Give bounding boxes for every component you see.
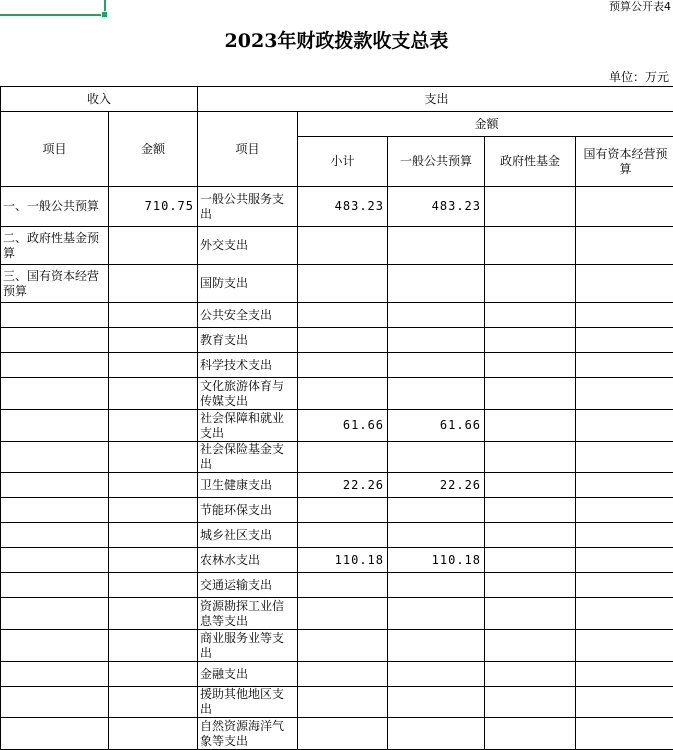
- gov-fund-header: 政府性基金: [485, 137, 576, 187]
- table-id-label: 预算公开表4: [609, 0, 671, 14]
- subtotal-cell[interactable]: [298, 442, 388, 473]
- income-amount-cell[interactable]: [109, 303, 198, 328]
- unit-label: 单位：万元: [609, 69, 669, 85]
- gov-fund-cell[interactable]: [485, 718, 576, 750]
- income-amount-cell[interactable]: [109, 473, 198, 498]
- expense-item-cell[interactable]: [198, 410, 298, 442]
- general-budget-cell[interactable]: [388, 630, 485, 662]
- general-budget-cell[interactable]: [388, 473, 485, 498]
- expense-item-cell[interactable]: [198, 687, 298, 718]
- expense-item-cell-text: 科学技术支出: [200, 358, 295, 373]
- expense-item-cell[interactable]: [198, 378, 298, 410]
- general-budget-cell[interactable]: [388, 718, 485, 750]
- income-item-cell[interactable]: [1, 598, 109, 630]
- expense-item-cell[interactable]: [198, 630, 298, 662]
- income-item-cell[interactable]: [1, 303, 109, 328]
- expense-item-cell-text: 一般公共服务支出: [200, 192, 295, 222]
- income-item-cell[interactable]: [1, 573, 109, 598]
- subtotal-cell[interactable]: [298, 687, 388, 718]
- fill-handle[interactable]: [101, 11, 108, 18]
- general-budget-header: 一般公共预算: [388, 137, 485, 187]
- expense-item-cell-text: 商业服务业等支出: [200, 631, 295, 661]
- subtotal-cell[interactable]: [298, 548, 388, 573]
- general-budget-cell[interactable]: [388, 265, 485, 303]
- gov-fund-cell[interactable]: [485, 630, 576, 662]
- subtotal-cell[interactable]: [298, 718, 388, 750]
- subtotal-cell[interactable]: [298, 662, 388, 687]
- income-amount-cell[interactable]: [109, 630, 198, 662]
- subtotal-cell[interactable]: [298, 303, 388, 328]
- income-item-cell[interactable]: [1, 630, 109, 662]
- general-budget-cell[interactable]: [388, 303, 485, 328]
- income-amount-cell[interactable]: [109, 523, 198, 548]
- expense-item-cell[interactable]: [198, 265, 298, 303]
- expense-amount-header: 金额: [298, 112, 673, 137]
- table-row: [1, 303, 673, 328]
- table-row: [1, 523, 673, 548]
- general-budget-cell[interactable]: [388, 598, 485, 630]
- expense-item-cell[interactable]: [198, 442, 298, 473]
- income-item-cell[interactable]: [1, 378, 109, 410]
- table-row: [1, 630, 673, 662]
- income-item-cell[interactable]: [1, 410, 109, 442]
- income-amount-cell[interactable]: [109, 265, 198, 303]
- expense-item-cell-text: 农林水支出: [200, 553, 295, 568]
- expense-item-cell[interactable]: [198, 328, 298, 353]
- expense-item-cell[interactable]: [198, 523, 298, 548]
- state-capital-cell[interactable]: [576, 598, 673, 630]
- gov-fund-cell[interactable]: [485, 442, 576, 473]
- general-budget-cell[interactable]: [388, 227, 485, 265]
- expense-item-header: 项目: [198, 112, 298, 187]
- gov-fund-cell[interactable]: [485, 548, 576, 573]
- expense-item-cell-text: 卫生健康支出: [200, 478, 295, 493]
- gov-fund-cell[interactable]: [485, 265, 576, 303]
- expense-item-cell[interactable]: [198, 303, 298, 328]
- state-capital-cell[interactable]: [576, 687, 673, 718]
- table-row: [1, 378, 673, 410]
- income-item-cell[interactable]: [1, 227, 109, 265]
- income-amount-cell[interactable]: [109, 442, 198, 473]
- general-budget-cell-text: 22.26: [390, 478, 481, 493]
- expense-item-cell[interactable]: [198, 498, 298, 523]
- expense-item-cell-text: 文化旅游体育与传媒支出: [200, 379, 295, 409]
- income-amount-cell[interactable]: [109, 410, 198, 442]
- general-budget-cell[interactable]: [388, 573, 485, 598]
- income-header: 收入: [1, 87, 198, 112]
- expense-item-cell[interactable]: [198, 473, 298, 498]
- income-item-cell[interactable]: [1, 353, 109, 378]
- subtotal-cell[interactable]: [298, 498, 388, 523]
- state-capital-cell[interactable]: [576, 523, 673, 548]
- income-amount-cell-text: 710.75: [111, 199, 194, 214]
- income-amount-cell[interactable]: [109, 662, 198, 687]
- income-item-cell-text: 二、政府性基金预算: [3, 231, 106, 261]
- gov-fund-cell[interactable]: [485, 598, 576, 630]
- expense-item-cell-text: 资源勘探工业信息等支出: [200, 599, 295, 629]
- finance-summary-table: [0, 86, 673, 750]
- state-capital-cell[interactable]: [576, 410, 673, 442]
- income-amount-cell[interactable]: [109, 718, 198, 750]
- income-amount-cell[interactable]: [109, 227, 198, 265]
- income-item-cell[interactable]: [1, 265, 109, 303]
- table-row: [1, 573, 673, 598]
- expense-item-cell[interactable]: [198, 353, 298, 378]
- income-item-cell[interactable]: [1, 187, 109, 227]
- subtotal-cell-text: 22.26: [300, 478, 384, 493]
- state-capital-cell[interactable]: [576, 548, 673, 573]
- income-amount-cell[interactable]: [109, 187, 198, 227]
- income-item-cell[interactable]: [1, 473, 109, 498]
- income-amount-cell[interactable]: [109, 328, 198, 353]
- subtotal-header: 小计: [298, 137, 388, 187]
- subtotal-cell[interactable]: [298, 328, 388, 353]
- income-amount-cell[interactable]: [109, 378, 198, 410]
- general-budget-cell[interactable]: [388, 328, 485, 353]
- subtotal-cell[interactable]: [298, 265, 388, 303]
- table-row: [1, 687, 673, 718]
- income-item-cell[interactable]: [1, 662, 109, 687]
- general-budget-cell[interactable]: [388, 410, 485, 442]
- subtotal-cell[interactable]: [298, 227, 388, 265]
- table-row: [1, 598, 673, 630]
- state-capital-cell[interactable]: [576, 442, 673, 473]
- expense-item-cell-text: 外交支出: [200, 238, 295, 253]
- general-budget-cell[interactable]: [388, 548, 485, 573]
- expense-item-cell-text: 金融支出: [200, 667, 295, 682]
- expense-item-cell-text: 自然资源海洋气象等支出: [200, 719, 295, 749]
- income-item-cell[interactable]: [1, 718, 109, 750]
- income-amount-cell[interactable]: [109, 548, 198, 573]
- income-amount-cell[interactable]: [109, 687, 198, 718]
- income-item-cell[interactable]: [1, 442, 109, 473]
- expense-item-cell[interactable]: [198, 598, 298, 630]
- general-budget-cell[interactable]: [388, 353, 485, 378]
- subtotal-cell[interactable]: [298, 630, 388, 662]
- expense-header: 支出: [198, 87, 673, 112]
- state-capital-cell[interactable]: [576, 378, 673, 410]
- state-capital-cell[interactable]: [576, 187, 673, 227]
- gov-fund-cell[interactable]: [485, 328, 576, 353]
- gov-fund-cell[interactable]: [485, 498, 576, 523]
- income-amount-cell[interactable]: [109, 498, 198, 523]
- general-budget-cell-text: 110.18: [390, 553, 481, 568]
- subtotal-cell-text: 483.23: [300, 199, 384, 214]
- state-capital-cell[interactable]: [576, 265, 673, 303]
- table-row: [1, 410, 673, 442]
- expense-item-cell[interactable]: [198, 662, 298, 687]
- table-row: [1, 548, 673, 573]
- income-amount-cell[interactable]: [109, 353, 198, 378]
- gov-fund-cell[interactable]: [485, 378, 576, 410]
- table-row: [1, 662, 673, 687]
- gov-fund-cell[interactable]: [485, 303, 576, 328]
- income-amount-cell[interactable]: [109, 573, 198, 598]
- state-capital-cell[interactable]: [576, 573, 673, 598]
- income-item-cell-text: 三、国有资本经营预算: [3, 269, 106, 299]
- gov-fund-cell[interactable]: [485, 227, 576, 265]
- general-budget-cell[interactable]: [388, 523, 485, 548]
- subtotal-cell[interactable]: [298, 187, 388, 227]
- state-capital-cell[interactable]: [576, 227, 673, 265]
- table-row: [1, 718, 673, 750]
- table-row: [1, 328, 673, 353]
- income-amount-cell[interactable]: [109, 598, 198, 630]
- expense-item-cell-text: 国防支出: [200, 276, 295, 291]
- table-row: [1, 227, 673, 265]
- income-amount-header: 金额: [109, 112, 198, 187]
- expense-item-cell-text: 援助其他地区支出: [200, 687, 295, 717]
- general-budget-cell[interactable]: [388, 498, 485, 523]
- expense-item-cell-text: 公共安全支出: [200, 308, 295, 323]
- gov-fund-cell[interactable]: [485, 187, 576, 227]
- expense-item-cell-text: 社会保险基金支出: [200, 442, 295, 472]
- state-capital-cell[interactable]: [576, 473, 673, 498]
- expense-item-cell-text: 城乡社区支出: [200, 528, 295, 543]
- selected-cell-outline[interactable]: [0, 0, 106, 16]
- gov-fund-cell[interactable]: [485, 662, 576, 687]
- table-row: [1, 442, 673, 473]
- subtotal-cell-text: 110.18: [300, 553, 384, 568]
- state-capital-cell[interactable]: [576, 498, 673, 523]
- subtotal-cell[interactable]: [298, 353, 388, 378]
- general-budget-cell-text: 61.66: [390, 418, 481, 433]
- state-capital-cell[interactable]: [576, 328, 673, 353]
- gov-fund-cell[interactable]: [485, 687, 576, 718]
- state-capital-cell[interactable]: [576, 303, 673, 328]
- expense-item-cell[interactable]: [198, 187, 298, 227]
- table-body: [1, 187, 673, 750]
- expense-item-cell[interactable]: [198, 573, 298, 598]
- subtotal-cell[interactable]: [298, 523, 388, 548]
- subtotal-cell-text: 61.66: [300, 418, 384, 433]
- table-row: [1, 498, 673, 523]
- income-item-cell[interactable]: [1, 548, 109, 573]
- general-budget-cell[interactable]: [388, 687, 485, 718]
- expense-item-cell[interactable]: [198, 718, 298, 750]
- table-row: [1, 187, 673, 227]
- expense-item-cell-text: 社会保障和就业支出: [200, 411, 295, 441]
- income-item-cell[interactable]: [1, 328, 109, 353]
- general-budget-cell[interactable]: [388, 662, 485, 687]
- subtotal-cell[interactable]: [298, 410, 388, 442]
- expense-item-cell-text: 教育支出: [200, 333, 295, 348]
- expense-item-cell[interactable]: [198, 548, 298, 573]
- gov-fund-cell[interactable]: [485, 410, 576, 442]
- table-row: [1, 473, 673, 498]
- income-item-cell[interactable]: [1, 687, 109, 718]
- state-capital-cell[interactable]: [576, 353, 673, 378]
- subtotal-cell[interactable]: [298, 378, 388, 410]
- income-item-cell[interactable]: [1, 498, 109, 523]
- state-capital-cell[interactable]: [576, 630, 673, 662]
- general-budget-cell[interactable]: [388, 187, 485, 227]
- general-budget-cell-text: 483.23: [390, 199, 481, 214]
- expense-item-cell-text: 节能环保支出: [200, 503, 295, 518]
- subtotal-cell[interactable]: [298, 573, 388, 598]
- expense-item-cell-text: 交通运输支出: [200, 578, 295, 593]
- general-budget-cell[interactable]: [388, 378, 485, 410]
- state-capital-header: 国有资本经营预算: [576, 137, 673, 187]
- gov-fund-cell[interactable]: [485, 353, 576, 378]
- gov-fund-cell[interactable]: [485, 573, 576, 598]
- general-budget-cell[interactable]: [388, 442, 485, 473]
- state-capital-cell[interactable]: [576, 718, 673, 750]
- expense-item-cell[interactable]: [198, 227, 298, 265]
- gov-fund-cell[interactable]: [485, 523, 576, 548]
- table-row: [1, 353, 673, 378]
- income-item-cell[interactable]: [1, 523, 109, 548]
- gov-fund-cell[interactable]: [485, 473, 576, 498]
- income-item-cell-text: 一、一般公共预算: [3, 199, 106, 214]
- state-capital-cell[interactable]: [576, 662, 673, 687]
- page-title: 2023年财政拨款收支总表: [0, 28, 673, 54]
- table-row: [1, 265, 673, 303]
- subtotal-cell[interactable]: [298, 473, 388, 498]
- subtotal-cell[interactable]: [298, 598, 388, 630]
- income-item-header: 项目: [1, 112, 109, 187]
